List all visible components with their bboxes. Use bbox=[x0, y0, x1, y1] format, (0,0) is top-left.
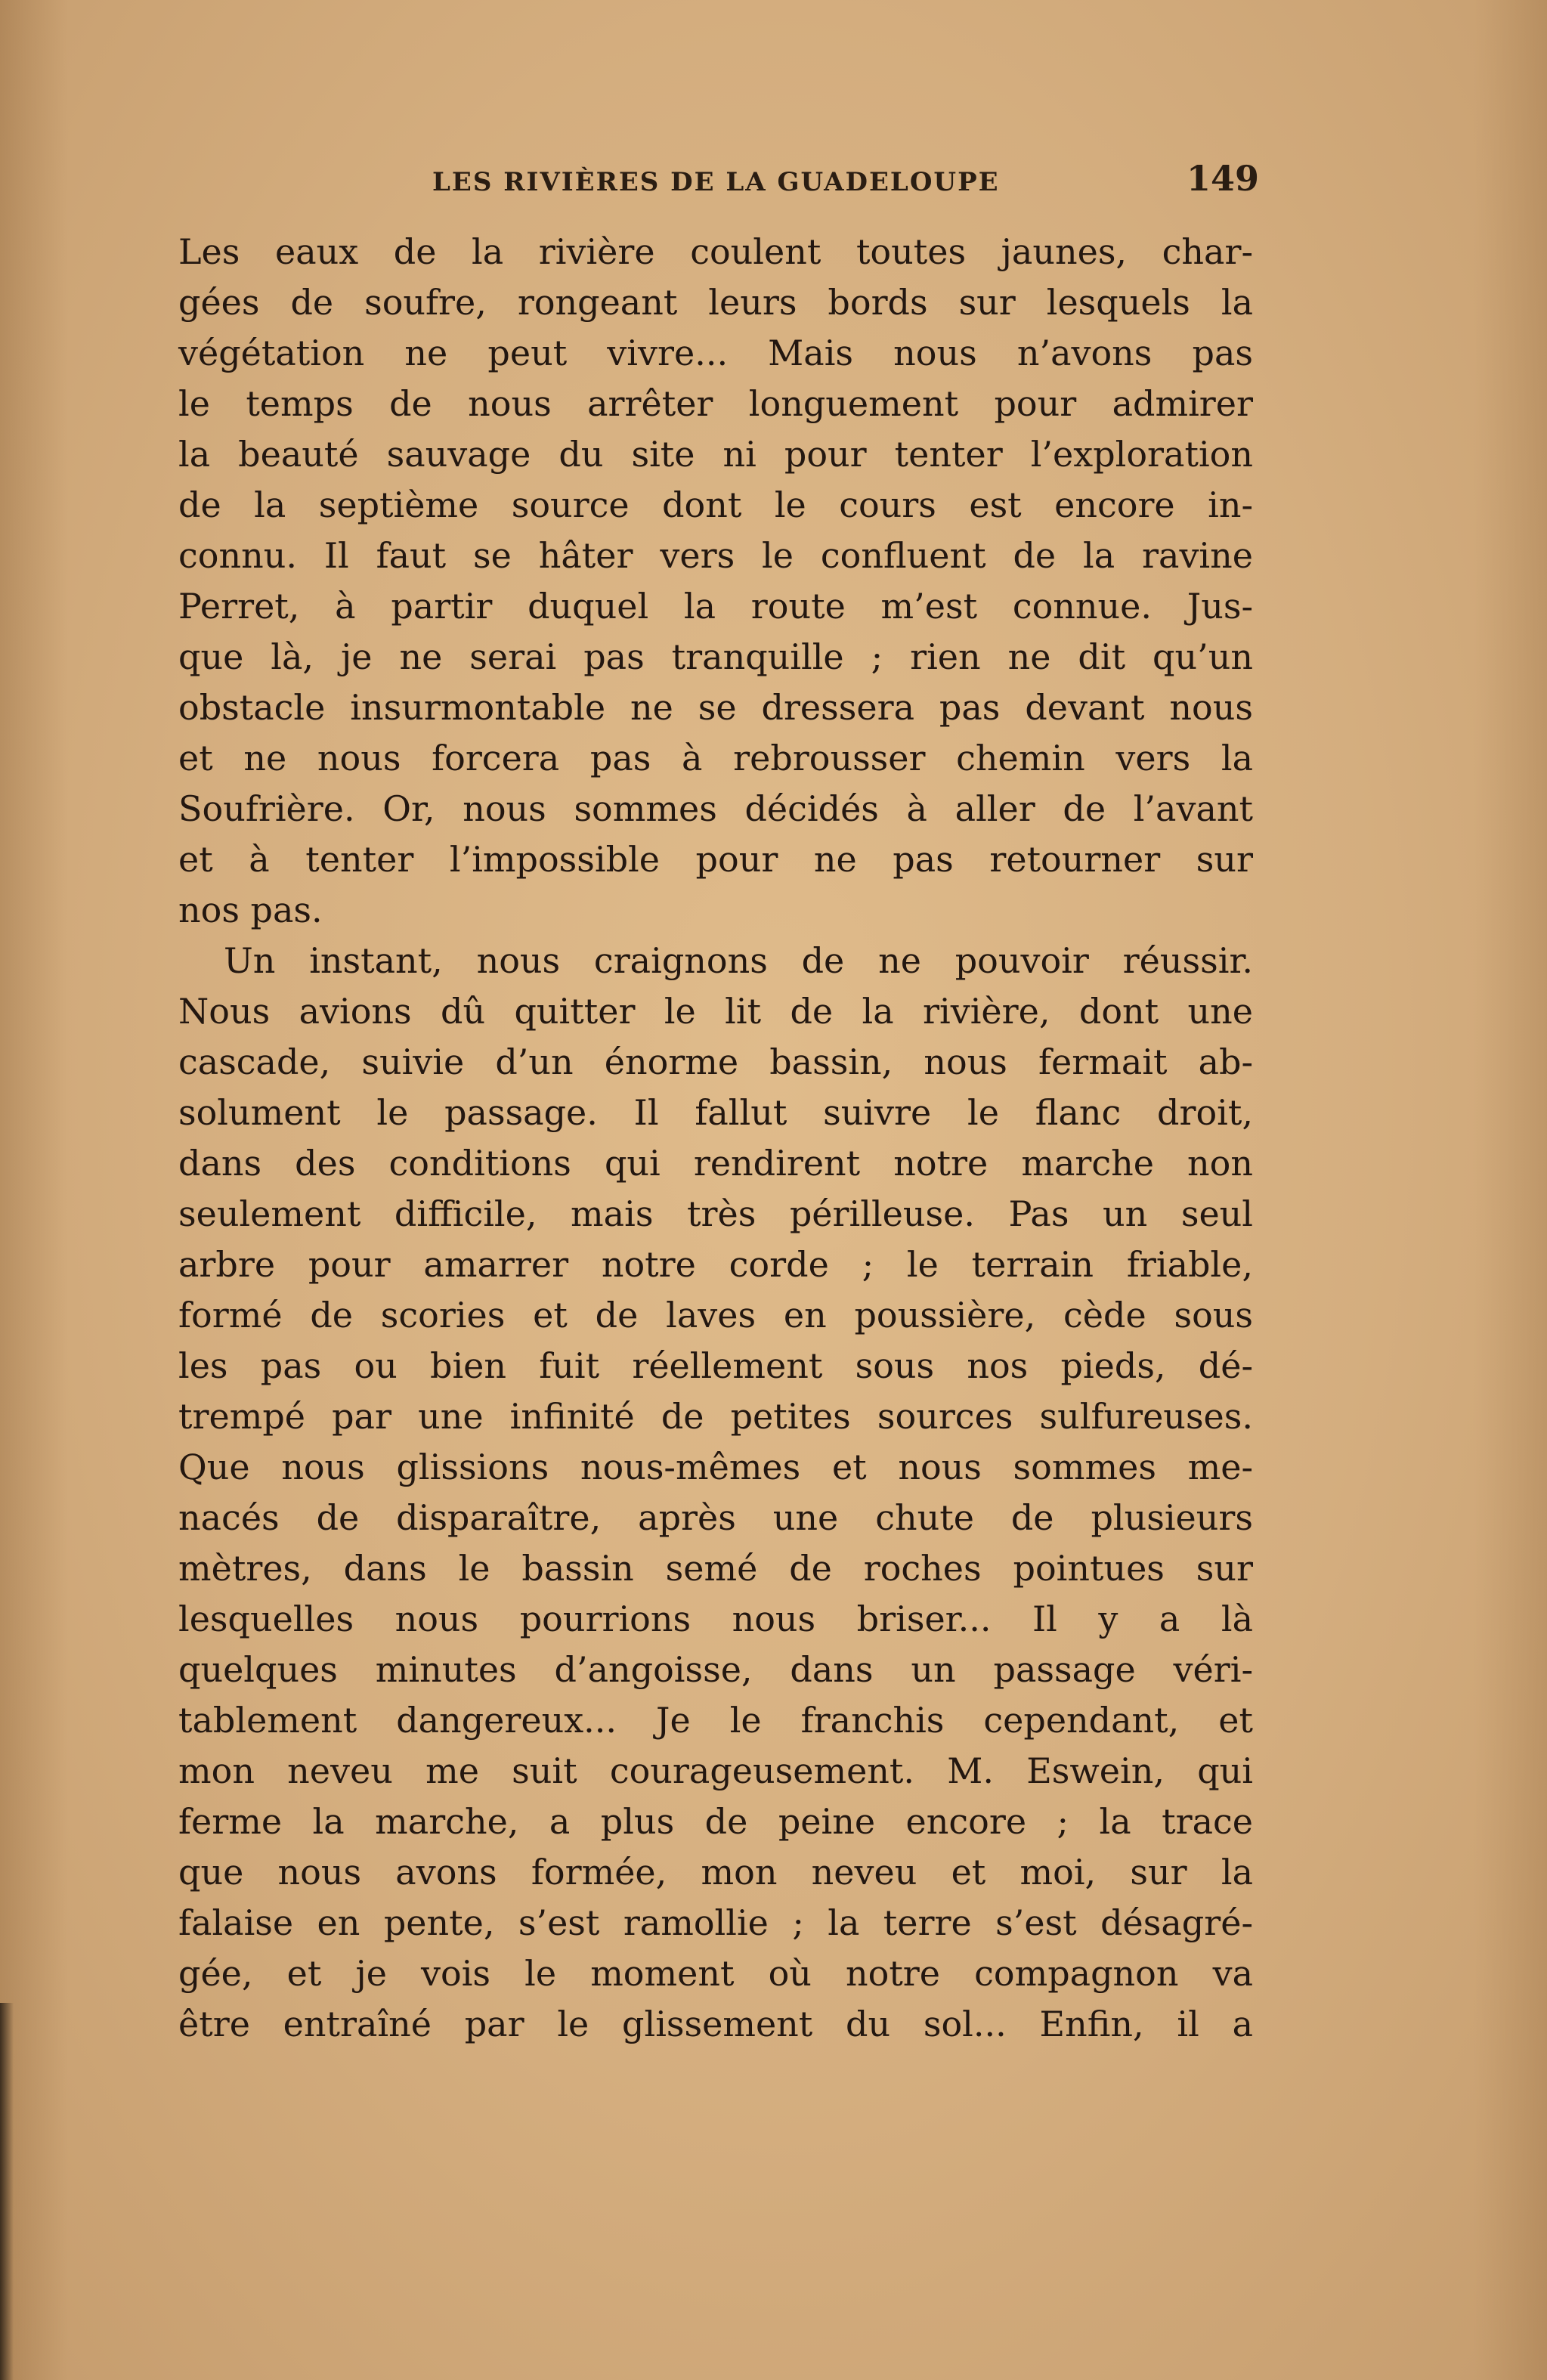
text-line: Perret, à partir duquel la route m’est connue. Jus- bbox=[178, 586, 1253, 627]
page-edge-shadow bbox=[0, 2003, 14, 2380]
text-line: que là, je ne serai pas tranquille ; rien ne dit qu’un bbox=[178, 636, 1253, 677]
text-line: nos pas. bbox=[178, 890, 323, 930]
text-line: falaise en pente, s’est ramollie ; la terre s’est désagré- bbox=[178, 1902, 1253, 1943]
text-line: tablement dangereux... Je le franchis cependant, et bbox=[178, 1700, 1253, 1741]
text-line: connu. Il faut se hâter vers le confluent de la ravine bbox=[178, 535, 1253, 576]
text-line: la beauté sauvage du site ni pour tenter l’exploration bbox=[178, 434, 1253, 475]
text-line: gée, et je vois le moment où notre compagnon va bbox=[178, 1953, 1253, 1994]
text-line: obstacle insurmontable ne se dressera pas devant nous bbox=[178, 687, 1253, 728]
text-line: mètres, dans le bassin semé de roches pointues sur bbox=[178, 1548, 1253, 1589]
text-line: les pas ou bien fuit réellement sous nos pieds, dé- bbox=[178, 1345, 1253, 1386]
page-header bbox=[178, 158, 1259, 203]
text-line: lesquelles nous pourrions nous briser... Il y a là bbox=[178, 1599, 1253, 1639]
text-line: mon neveu me suit courageusement. M. Eswein, qui bbox=[178, 1750, 1253, 1791]
text-line: seulement difficile, mais très périlleuse. Pas un seul bbox=[178, 1193, 1253, 1234]
text-line: le temps de nous arrêter longuement pour admirer bbox=[178, 383, 1253, 424]
text-line: être entraîné par le glissement du sol... Enfin, il a bbox=[178, 2004, 1253, 2044]
text-line: formé de scories et de laves en poussière, cède sous bbox=[178, 1295, 1253, 1335]
text-line: dans des conditions qui rendirent notre marche non bbox=[178, 1143, 1253, 1184]
text-line: nacés de disparaître, après une chute de plusieurs bbox=[178, 1497, 1253, 1538]
text-line: trempé par une infinité de petites sources sulfureuses. bbox=[178, 1396, 1253, 1437]
text-line: gées de soufre, rongeant leurs bords sur lesquels la bbox=[178, 282, 1253, 323]
text-line: Que nous glissions nous-mêmes et nous sommes me- bbox=[178, 1447, 1253, 1487]
running-title: LES RIVIÈRES DE LA GUADELOUPE bbox=[432, 167, 1000, 197]
text-line: et ne nous forcera pas à rebrousser chemin vers la bbox=[178, 738, 1253, 778]
text-line: Les eaux de la rivière coulent toutes jaunes, char- bbox=[178, 231, 1253, 272]
text-line: Soufrière. Or, nous sommes décidés à aller de l’avant bbox=[178, 788, 1253, 829]
text-line: solument le passage. Il fallut suivre le flanc droit, bbox=[178, 1092, 1253, 1133]
text-line: quelques minutes d’angoisse, dans un passage véri- bbox=[178, 1649, 1253, 1690]
text-line: cascade, suivie d’un énorme bassin, nous fermait ab- bbox=[178, 1041, 1253, 1082]
body-text bbox=[178, 227, 1253, 2056]
text-line: de la septième source dont le cours est encore in- bbox=[178, 484, 1253, 525]
text-line: Un instant, nous craignons de ne pouvoir réussir. bbox=[224, 940, 1253, 981]
text-line: ferme la marche, a plus de peine encore ; la trace bbox=[178, 1801, 1253, 1842]
text-line: arbre pour amarrer notre corde ; le terrain friable, bbox=[178, 1244, 1253, 1285]
text-line: que nous avons formée, mon neveu et moi, sur la bbox=[178, 1852, 1253, 1893]
page-number: 149 bbox=[1186, 158, 1259, 199]
text-line: Nous avions dû quitter le lit de la rivière, dont une bbox=[178, 991, 1253, 1032]
text-line: et à tenter l’impossible pour ne pas retourner sur bbox=[178, 839, 1253, 880]
text-line: végétation ne peut vivre... Mais nous n’avons pas bbox=[178, 333, 1253, 373]
